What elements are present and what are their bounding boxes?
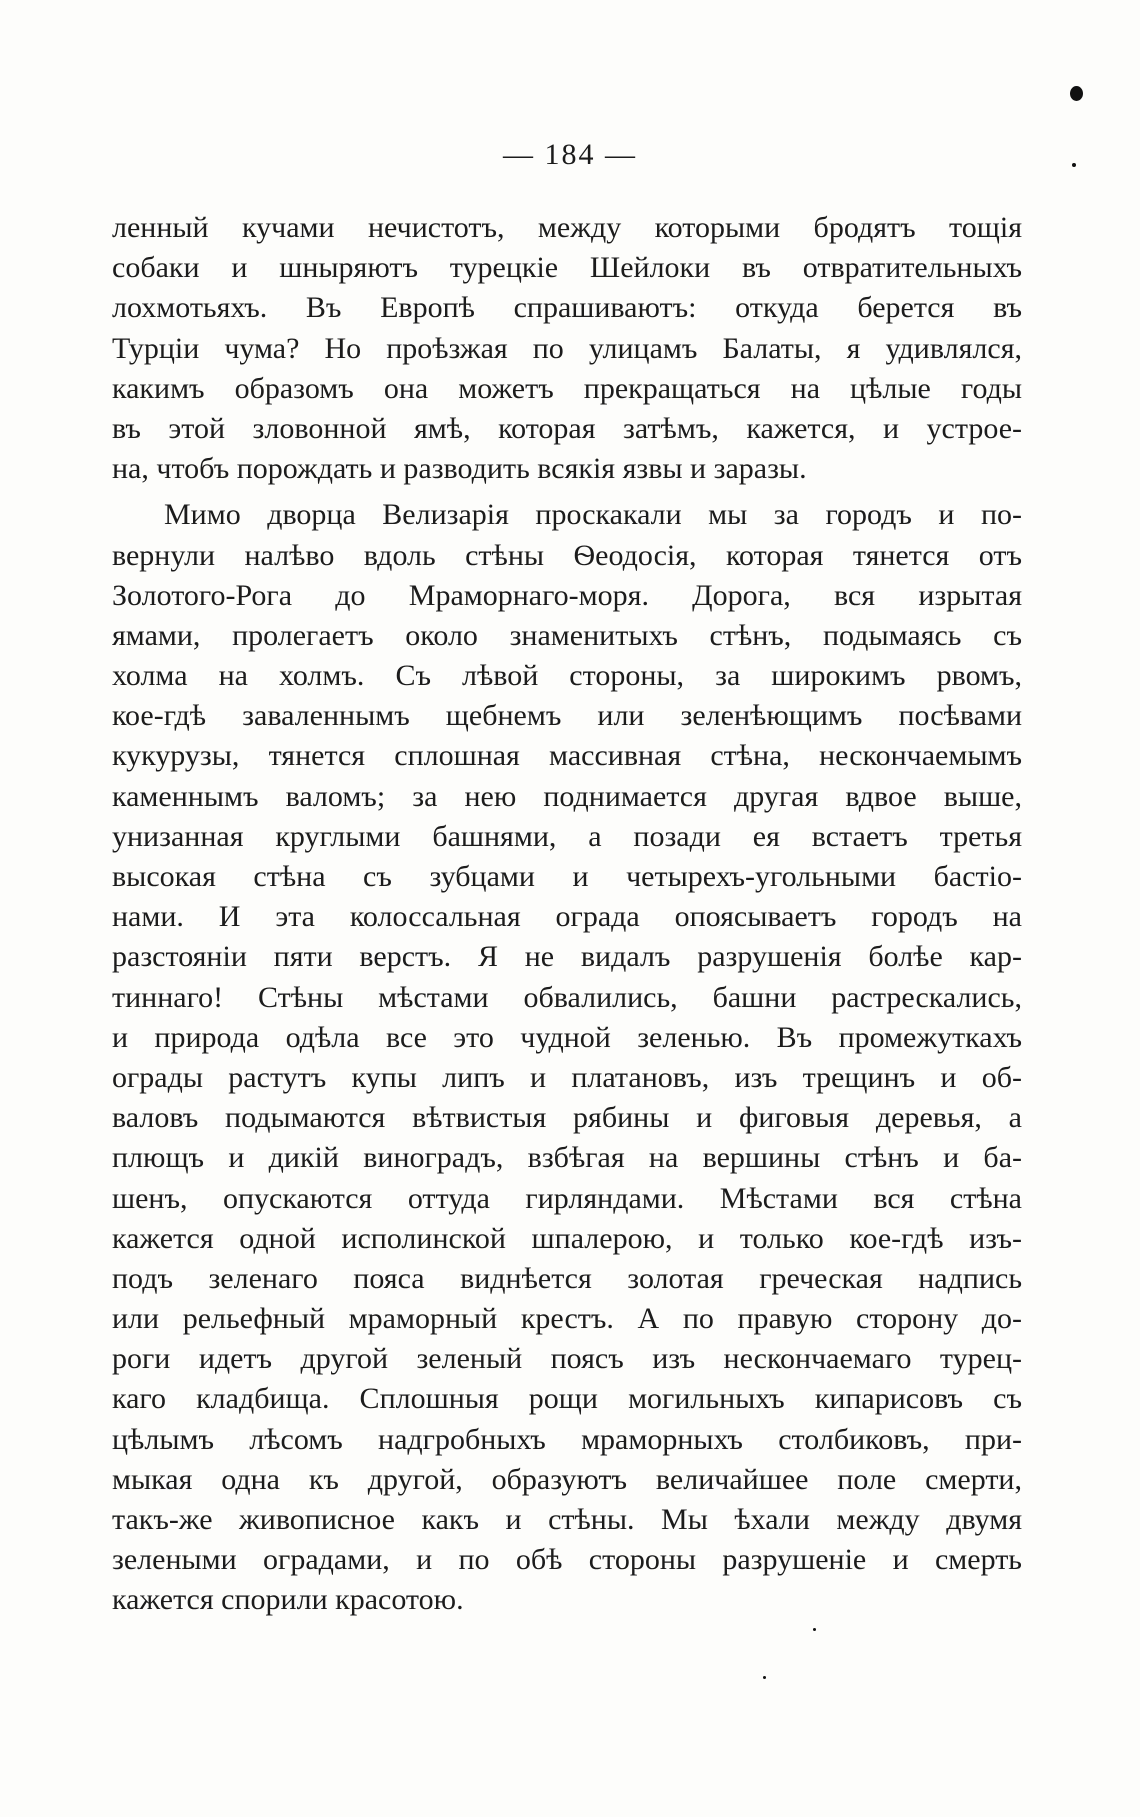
text-line: кукурузы, тянется сплошная массивная стѣна, нескончаемымъ bbox=[112, 739, 1022, 773]
text-line: кое-гдѣ заваленнымъ щебнемъ или зеленѣющимъ посѣвами bbox=[112, 699, 1022, 733]
text-line: вернули налѣво вдоль стѣны Ѳеодосія, которая тянется отъ bbox=[112, 538, 1022, 572]
text-line: нами. И эта колоссальная ограда опоясываетъ городъ на bbox=[112, 900, 1022, 934]
text-line: Мимо дворца Велизарія проскакали мы за городъ и по- bbox=[164, 498, 1022, 532]
text-line: лохмотьяхъ. Въ Европѣ спрашиваютъ: откуда берется въ bbox=[112, 291, 1022, 325]
page-number: — 184 — bbox=[503, 138, 637, 171]
text-line: высокая стѣна съ зубцами и четырехъ-угольными бастіо- bbox=[112, 860, 1022, 893]
text-line: мыкая одна къ другой, образуютъ величайшее поле смерти, bbox=[112, 1462, 1022, 1496]
text-line: каго кладбища. Сплошныя рощи могильныхъ кипарисовъ съ bbox=[112, 1382, 1022, 1416]
paragraph-2 bbox=[112, 495, 1022, 1620]
text-line: и природа одѣла все это чудной зеленью. Въ промежуткахъ bbox=[112, 1020, 1022, 1054]
text-line: кажется спорили красотою. bbox=[112, 1583, 464, 1617]
text-line: каменнымъ валомъ; за нею поднимается другая вдвое выше, bbox=[112, 779, 1022, 813]
text-line: разстояніи пяти верстъ. Я не видалъ разрушенія болѣе кар- bbox=[112, 940, 1022, 974]
text-line: Турціи чума? Но проѣзжая по улицамъ Балаты, я удивлялся, bbox=[112, 331, 1022, 365]
scan-speck bbox=[813, 1628, 816, 1631]
text-line: какимъ образомъ она можетъ прекращаться на цѣлые годы bbox=[112, 371, 1022, 405]
text-line: ямами, пролегаетъ около знаменитыхъ стѣнъ, подымаясь съ bbox=[112, 618, 1022, 652]
text-line: подъ зеленаго пояса виднѣется золотая греческая надпись bbox=[112, 1261, 1022, 1295]
scan-speck bbox=[763, 1676, 766, 1679]
text-line: кажется одной исполинской шпалерою, и только кое-гдѣ изъ- bbox=[112, 1221, 1022, 1255]
text-line: на, чтобъ порождать и разводить всякія язвы и заразы. bbox=[112, 452, 807, 486]
text-line: плющъ и дикій виноградъ, взбѣгая на вершины стѣнъ и ба- bbox=[112, 1141, 1022, 1175]
text-line: холма на холмъ. Съ лѣвой стороны, за широкимъ рвомъ, bbox=[112, 659, 1022, 693]
text-line: валовъ подымаются вѣтвистыя рябины и фиговыя деревья, а bbox=[112, 1101, 1022, 1135]
text-line: въ этой зловонной ямѣ, которая затѣмъ, кажется, и устрое- bbox=[112, 411, 1022, 445]
text-line: унизанная круглыми башнями, а позади ея встаетъ третья bbox=[112, 819, 1022, 853]
text-line: ограды растутъ купы липъ и платановъ, изъ трещинъ и об- bbox=[112, 1060, 1022, 1094]
paragraph-1 bbox=[112, 208, 1022, 489]
text-line: цѣлымъ лѣсомъ надгробныхъ мраморныхъ столбиковъ, при- bbox=[112, 1422, 1022, 1456]
text-line: или рельефный мраморный крестъ. А по правую сторону до- bbox=[112, 1302, 1022, 1336]
body-text bbox=[112, 208, 1022, 1621]
scan-speck bbox=[1070, 86, 1083, 101]
text-line: ленный кучами нечистотъ, между которыми бродятъ тощія bbox=[112, 211, 1022, 244]
text-line: такъ-же живописное какъ и стѣны. Мы ѣхали между двумя bbox=[112, 1503, 1022, 1536]
scan-speck bbox=[1072, 163, 1076, 167]
text-line: тиннаго! Стѣны мѣстами обвалились, башни растрескались, bbox=[112, 980, 1022, 1014]
text-line: шенъ, опускаются оттуда гирляндами. Мѣстами вся стѣна bbox=[112, 1181, 1022, 1215]
text-line: зелеными оградами, и по обѣ стороны разрушеніе и смерть bbox=[112, 1543, 1022, 1577]
text-line: собаки и шныряютъ турецкіе Шейлоки въ отвратительныхъ bbox=[112, 251, 1022, 285]
text-line: Золотого-Рога до Мраморнаго-моря. Дорога, вся изрытая bbox=[112, 578, 1022, 612]
text-line: роги идетъ другой зеленый поясъ изъ нескончаемаго турец- bbox=[112, 1342, 1022, 1376]
